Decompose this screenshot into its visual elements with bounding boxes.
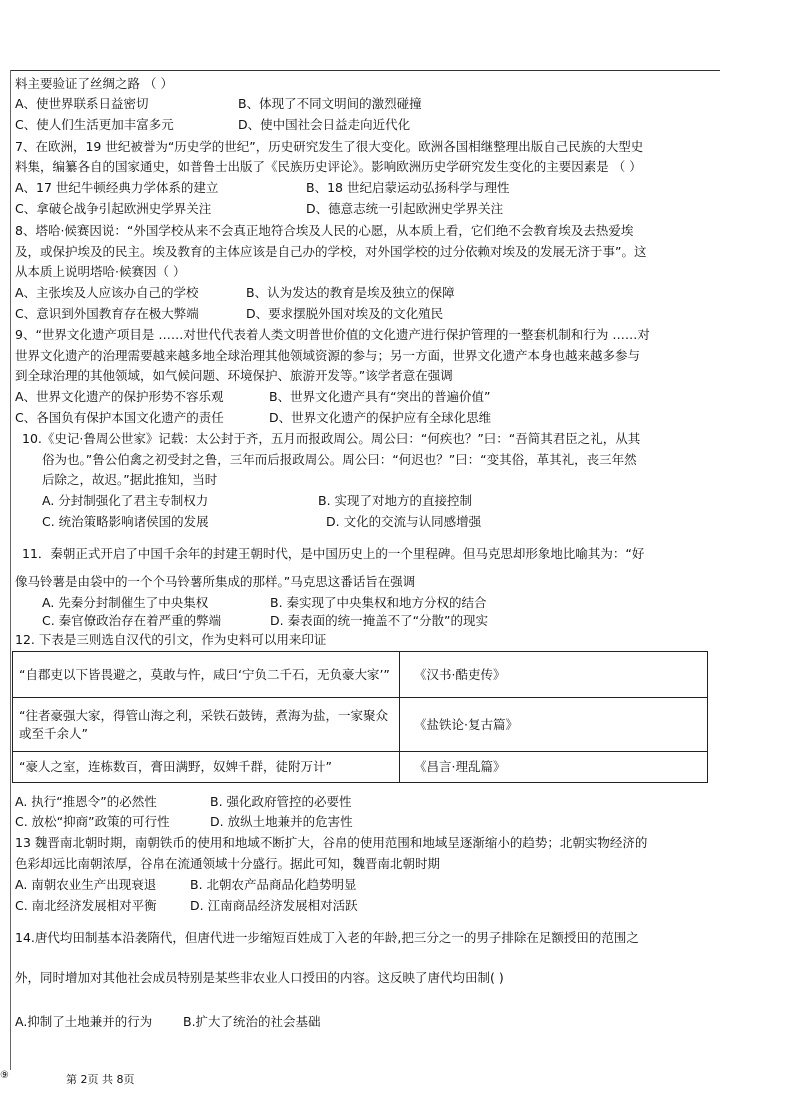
source-table bbox=[12, 651, 708, 783]
q8-stem-1: 8、塔哈·候赛因说：“外国学校从来不会真正地符合埃及人民的心愿，从本质上看，它们绝不会教育埃及去热爱埃 bbox=[15, 223, 634, 238]
q14-stem-2: 外，同时增加对其他社会成员特别是某些非农业人口授田的内容。这反映了唐代均田制( ) bbox=[15, 970, 504, 985]
q14-option-a: A.抑制了土地兼并的行为 bbox=[15, 1014, 153, 1029]
q7-option-d: D、德意志统一引起欧洲史学界关注 bbox=[306, 201, 504, 216]
q13-option-a: A. 南朝农业生产出现衰退 bbox=[15, 877, 157, 892]
q10-stem-3: 后除之，故迟。”据此推知，当时 bbox=[42, 472, 218, 487]
q10-stem-2: 俗为也。”鲁公伯禽之初受封之鲁，三年而后报政周公。周公曰：“何迟也？”曰：“变其俗，革其礼，丧三年然 bbox=[42, 452, 637, 467]
q8-option-c: C、意识到外国教育存在极大弊端 bbox=[15, 306, 199, 321]
q14-option-b: B.扩大了统治的社会基础 bbox=[183, 1014, 321, 1029]
q9-option-a: A、世界文化遗产的保护形势不容乐观 bbox=[15, 389, 224, 404]
q7-option-c: C、拿破仑战争引起欧洲史学界关注 bbox=[15, 201, 212, 216]
q8-option-d: D、要求摆脱外国对埃及的文化殖民 bbox=[246, 306, 444, 321]
q9-option-b: B、世界文化遗产具有“突出的普遍价值” bbox=[269, 389, 491, 404]
q6-option-a: A、使世界联系日益密切 bbox=[15, 96, 149, 111]
q6-option-b: B、体现了不同文明间的激烈碰撞 bbox=[238, 96, 422, 111]
quote-cell: “豪人之室，连栋数百，膏田满野，奴婢千群，徒附万计” bbox=[13, 752, 400, 783]
page-number: 第 2页 共 8页 bbox=[66, 1073, 135, 1086]
q10-option-a: A. 分封制强化了君主专制权力 bbox=[42, 493, 209, 508]
margin-rule bbox=[10, 70, 11, 1070]
q8-option-b: B、认为发达的教育是埃及独立的保障 bbox=[246, 285, 455, 300]
q11-stem-2: 像马铃薯是由袋中的一个个马铃薯所集成的那样。”马克思这番话旨在强调 bbox=[15, 574, 416, 589]
quote-cell: “往者豪强大家，得管山海之利，采铁石鼓铸，煮海为盐，一家聚众或至千余人” bbox=[13, 698, 400, 752]
quote-cell: “自郡吏以下皆畏避之，莫敢与忤，咸曰‘宁负二千石，无负豪大家’” bbox=[13, 652, 400, 698]
source-cell: 《昌言·理乱篇》 bbox=[400, 752, 708, 783]
q12-option-a: A. 执行“推恩令”的必然性 bbox=[15, 794, 157, 809]
q12-option-b: B. 强化政府管控的必要性 bbox=[210, 794, 352, 809]
q9-stem-3: 到全球治理的其他领域，如气候问题、环境保护、旅游开发等。”该学者意在强调 bbox=[15, 368, 453, 383]
q13-option-c: C. 南北经济发展相对平衡 bbox=[15, 898, 157, 913]
q13-option-b: B. 北朝农产品商品化趋势明显 bbox=[190, 877, 357, 892]
q8-stem-2: 及，或保护埃及的民主。埃及教育的主体应该是自己办的学校，对外国学校的过分依赖对埃及的发展无济于事”。这 bbox=[15, 244, 647, 259]
q14-stem-1: 14.唐代均田制基本沿袭隋代，但唐代进一步缩短百姓成丁入老的年龄,把三分之一的男子排除在足额授田的范围之 bbox=[15, 930, 639, 945]
q11-option-d: D. 秦表面的统一掩盖不了“分散”的现实 bbox=[270, 613, 489, 628]
q11-stem-1: 11．秦朝正式开启了中国千余年的封建王朝时代，是中国历史上的一个里程碑。但马克思却形象地比喻其为：“好 bbox=[22, 546, 645, 561]
q11-option-c: C. 秦官僚政治存在着严重的弊端 bbox=[42, 613, 222, 628]
q8-stem-3: 从本质上说明塔哈·候赛因（ ） bbox=[15, 264, 186, 279]
q6-stem-end: 料主要验证了丝绸之路 （ ） bbox=[15, 76, 173, 91]
q10-option-b: B. 实现了对地方的直接控制 bbox=[318, 493, 473, 508]
q8-option-a: A、主张埃及人应该办自己的学校 bbox=[15, 285, 199, 300]
q10-option-c: C. 统治策略影响诸侯国的发展 bbox=[42, 514, 209, 529]
q6-option-c: C、使人们生活更加丰富多元 bbox=[15, 117, 174, 132]
q13-stem-1: 13 魏晋南北朝时期，南朝铁币的使用和地域不断扩大，谷帛的使用范围和地域呈逐渐缩小的趋势；北朝实物经济的 bbox=[15, 835, 648, 850]
q9-option-d: D、世界文化遗产的保护应有全球化思维 bbox=[269, 410, 492, 425]
q9-option-c: C、各国负有保护本国文化遗产的责任 bbox=[15, 410, 224, 425]
q12-option-c: C. 放松“抑商”政策的可行性 bbox=[15, 814, 170, 829]
q7-option-b: B、18 世纪启蒙运动弘扬科学与理性 bbox=[306, 180, 510, 195]
source-cell: 《盐铁论·复古篇》 bbox=[400, 698, 708, 752]
q6-option-d: D、使中国社会日益走向近代化 bbox=[238, 117, 411, 132]
q7-stem-2: 料集，编纂各自的国家通史，如普鲁士出版了《民族历史评论》。影响欧洲历史学研究发生变化的主要因素是 （ ） bbox=[15, 159, 642, 174]
q11-option-a: A. 先秦分封制催生了中央集权 bbox=[42, 595, 209, 610]
source-cell: 《汉书·酷吏传》 bbox=[400, 652, 708, 698]
q7-option-a: A、17 世纪牛顿经典力学体系的建立 bbox=[15, 180, 219, 195]
q11-option-b: B. 秦实现了中央集权和地方分权的结合 bbox=[270, 595, 487, 610]
table-row bbox=[13, 698, 708, 752]
q10-option-d: D. 文化的交流与认同感增强 bbox=[326, 514, 482, 529]
q7-stem-1: 7、在欧洲，19 世纪被誉为“历史学的世纪”，历史研究发生了很大变化。欧洲各国相继整理出版自己民族的大型史 bbox=[15, 139, 644, 154]
q9-stem-1: 9、“世界文化遗产项目是 ……对世代代表着人类文明普世价值的文化遗产进行保护管理的一整套机制和行为 ……对 bbox=[15, 327, 650, 342]
header-rule bbox=[10, 70, 720, 71]
table-row bbox=[13, 752, 708, 783]
binding-mark: ⑨ bbox=[0, 1070, 9, 1081]
q10-stem-1: 10.《史记·鲁周公世家》记载：太公封于齐，五月而报政周公。周公曰：“何疾也？”曰：“吾简其君臣之礼，从其 bbox=[22, 431, 641, 446]
q9-stem-2: 世界文化遗产的治理需要越来越多地全球治理其他领域资源的参与；另一方面，世界文化遗产本身也越来越多参与 bbox=[15, 348, 641, 363]
q12-stem: 12. 下表是三则选自汉代的引文，作为史料可以用来印证 bbox=[15, 632, 327, 647]
q13-option-d: D. 江南商品经济发展相对活跃 bbox=[190, 898, 358, 913]
table-row bbox=[13, 652, 708, 698]
q12-option-d: D. 放纵土地兼并的危害性 bbox=[210, 814, 353, 829]
q13-stem-2: 色彩却远比南朝浓厚，谷帛在流通领域十分盛行。据此可知，魏晋南北朝时期 bbox=[15, 856, 441, 871]
